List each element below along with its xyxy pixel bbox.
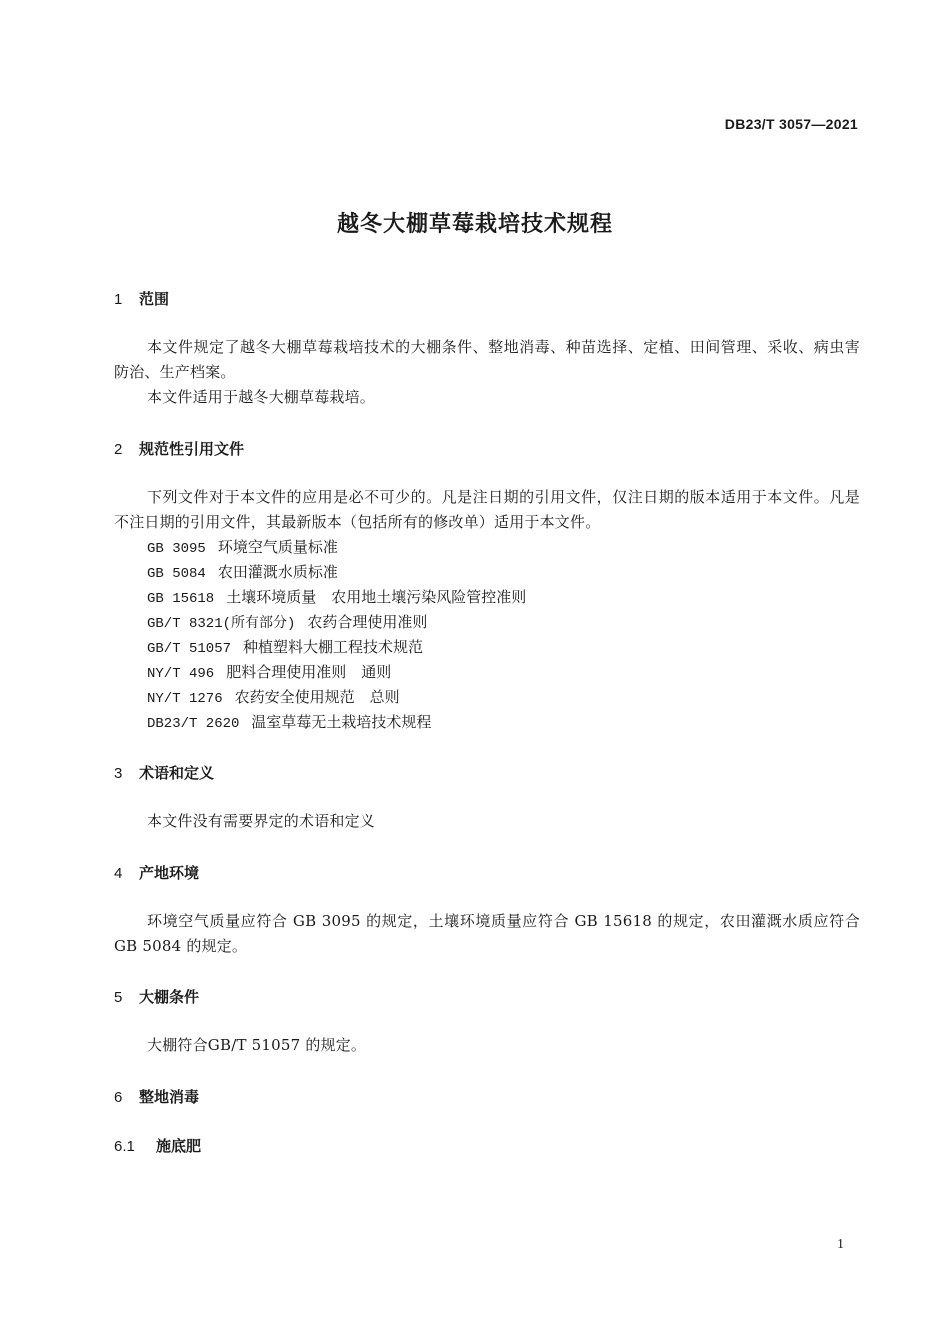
reference-code: GB 3095 <box>147 541 206 557</box>
reference-item <box>147 660 391 687</box>
section-heading-normative-references <box>114 438 244 459</box>
section-heading-greenhouse <box>114 986 199 1007</box>
paragraph-terms: 本文件没有需要界定的术语和定义 <box>147 812 376 830</box>
section-number: 3 <box>114 765 123 782</box>
section-heading-terms <box>114 762 214 783</box>
paragraph-environment: 环境空气质量应符合 GB 3095 的规定，土壤环境质量应符合 GB 15618 的规定，农田灌溉水质应符合 GB 5084 的规定。 <box>114 912 860 955</box>
standard-code: DB23/T 3057—2021 <box>724 116 858 132</box>
reference-name: 农药安全使用规范 总则 <box>234 688 400 706</box>
paragraph-scope-2: 本文件适用于越冬大棚草莓栽培。 <box>147 388 376 406</box>
paragraph-scope-1: 本文件规定了越冬大棚草莓栽培技术的大棚条件、整地消毒、种苗选择、定植、田间管理、采收、病虫害防治、生产档案。 <box>114 338 860 381</box>
section-title: 规范性引用文件 <box>139 440 245 458</box>
section-heading-soil-disinfection <box>114 1086 199 1107</box>
reference-code: GB 15618 <box>147 591 215 607</box>
reference-code: GB/T 8321(所有部分) <box>147 616 296 632</box>
reference-code: DB23/T 2620 <box>147 716 240 732</box>
section-number: 4 <box>114 865 123 882</box>
reference-name: 农药合理使用准则 <box>307 613 428 631</box>
section-title: 范围 <box>139 290 170 308</box>
reference-name: 环境空气质量标准 <box>217 538 338 556</box>
section-number: 6.1 <box>114 1138 135 1155</box>
page-number: 1 <box>837 1237 844 1252</box>
section-title: 整地消毒 <box>139 1088 200 1106</box>
reference-item <box>147 560 338 587</box>
section-title: 大棚条件 <box>139 988 200 1006</box>
reference-item <box>147 710 431 737</box>
subsection-heading-base-fertilizer <box>114 1135 201 1156</box>
section-title: 施底肥 <box>156 1137 202 1155</box>
reference-name: 农田灌溉水质标准 <box>217 563 338 581</box>
section-number: 6 <box>114 1089 123 1106</box>
section-number: 1 <box>114 291 123 308</box>
reference-item <box>147 585 526 612</box>
section-heading-scope <box>114 288 169 309</box>
reference-code: NY/T 1276 <box>147 691 223 707</box>
section-number: 2 <box>114 441 123 458</box>
paragraph-references-intro: 下列文件对于本文件的应用是必不可少的。凡是注日期的引用文件，仅注日期的版本适用于本文件。凡是不注日期的引用文件，其最新版本（包括所有的修改单）适用于本文件。 <box>114 488 860 531</box>
document-title: 越冬大棚草莓栽培技术规程 <box>336 212 613 237</box>
reference-item <box>147 685 400 712</box>
reference-item <box>147 635 423 662</box>
section-title: 产地环境 <box>139 864 200 882</box>
section-number: 5 <box>114 989 123 1006</box>
section-heading-environment <box>114 862 199 883</box>
paragraph-greenhouse: 大棚符合GB/T 51057 的规定。 <box>147 1036 367 1054</box>
reference-name: 温室草莓无土栽培技术规程 <box>251 713 432 731</box>
reference-name: 肥料合理使用准则 通则 <box>226 663 392 681</box>
reference-code: NY/T 496 <box>147 666 215 682</box>
reference-item <box>147 610 427 637</box>
reference-name: 种植塑料大棚工程技术规范 <box>243 638 424 656</box>
reference-code: GB 5084 <box>147 566 206 582</box>
reference-item <box>147 535 338 562</box>
reference-name: 土壤环境质量 农用地土壤污染风险管控准则 <box>226 588 527 606</box>
section-title: 术语和定义 <box>139 764 215 782</box>
reference-code: GB/T 51057 <box>147 641 232 657</box>
